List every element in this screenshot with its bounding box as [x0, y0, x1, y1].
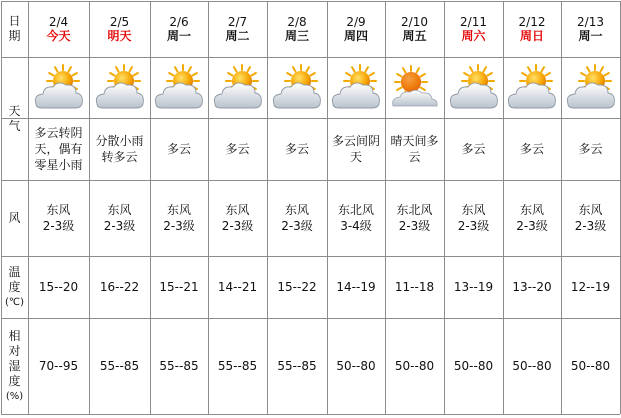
sun-behind-cloud-icon	[563, 64, 619, 112]
weather-description: 分散小雨 转多云	[95, 134, 144, 164]
weather-description: 多云间阴 天	[331, 134, 380, 164]
sun-behind-cloud-icon	[328, 64, 384, 112]
weather-description: 多云	[461, 142, 486, 156]
humidity-range: 50--80	[570, 359, 611, 373]
weather-icon-cell	[561, 57, 620, 118]
forecast-date: 2/10	[401, 15, 428, 29]
temperature-range: 12--19	[570, 280, 611, 294]
forecast-day-name: 明天	[107, 29, 132, 43]
row-label-char: 温	[8, 264, 21, 279]
row-label-humidity	[1, 318, 28, 414]
humidity-range: 55--85	[217, 359, 258, 373]
row-label-char: 日	[8, 14, 21, 28]
day-header	[267, 1, 327, 57]
sun-behind-cloud-icon	[504, 64, 560, 112]
sun-behind-cloud-icon	[92, 64, 148, 112]
wind-info: 东风 2-3级	[42, 203, 75, 233]
forecast-day-name: 周六	[461, 29, 486, 43]
forecast-date: 2/11	[460, 15, 487, 29]
weather-description: 晴天间多 云	[390, 134, 439, 164]
sun-behind-cloud-icon	[269, 64, 325, 112]
forecast-day-name: 周四	[343, 29, 368, 43]
temperature-range: 15--20	[38, 280, 79, 294]
weather-icon-cell	[150, 57, 208, 118]
temperature-range: 11--18	[394, 280, 435, 294]
sun-behind-cloud-icon	[210, 64, 266, 112]
sun-over-cloud-icon	[387, 64, 443, 112]
day-header	[385, 1, 444, 57]
weather-icon-cell	[28, 57, 89, 118]
forecast-day-name: 周一	[166, 29, 191, 43]
wind-info: 东风 2-3级	[281, 203, 313, 233]
day-header	[561, 1, 620, 57]
temperature-range: 14--21	[217, 280, 258, 294]
sun-behind-cloud-icon	[446, 64, 502, 112]
temperature-range: 16--22	[99, 280, 140, 294]
weather-description: 多云	[519, 142, 544, 156]
temperature-range: 15--22	[277, 280, 317, 294]
row-label-char: 期	[8, 29, 21, 43]
forecast-day-name: 周三	[284, 29, 309, 43]
day-header	[208, 1, 267, 57]
weather-description: 多云	[284, 142, 309, 156]
forecast-date: 2/6	[169, 15, 189, 29]
humidity-range: 50--80	[512, 359, 552, 373]
row-label-wind	[1, 180, 28, 256]
row-label-temperature	[1, 256, 28, 318]
day-header	[327, 1, 385, 57]
wind-info: 东风 2-3级	[574, 203, 607, 233]
day-header	[150, 1, 208, 57]
row-label-char: (℃)	[4, 296, 25, 308]
temperature-range: 13--19	[453, 280, 494, 294]
forecast-day-name: 周五	[402, 29, 427, 43]
wind-info: 东北风 3-4级	[337, 203, 374, 233]
forecast-date: 2/8	[287, 15, 307, 29]
temperature-range: 13--20	[512, 280, 552, 294]
humidity-range: 55--85	[277, 359, 317, 373]
day-header	[89, 1, 150, 57]
wind-info: 东风 2-3级	[457, 203, 490, 233]
humidity-range: 55--85	[159, 359, 199, 373]
temperature-range: 15--21	[159, 280, 199, 294]
humidity-range: 50--80	[336, 359, 376, 373]
forecast-date: 2/5	[109, 15, 130, 29]
humidity-range: 70--95	[38, 359, 79, 373]
weather-description: 多云	[578, 142, 603, 156]
forecast-day-name: 今天	[46, 29, 71, 43]
wind-info: 东北风 2-3级	[396, 203, 433, 233]
forecast-day-name: 周一	[578, 29, 603, 43]
weather-icon-cell	[444, 57, 503, 118]
humidity-range: 55--85	[99, 359, 140, 373]
forecast-date: 2/7	[227, 15, 248, 29]
day-header	[444, 1, 503, 57]
row-label-char: 度	[8, 279, 21, 294]
sun-behind-cloud-icon	[31, 64, 87, 112]
weather-icon-cell	[327, 57, 385, 118]
weather-icon-cell	[89, 57, 150, 118]
weather-icon-cell	[385, 57, 444, 118]
row-label-char: 气	[8, 118, 21, 133]
forecast-date: 2/12	[518, 15, 546, 29]
wind-info: 东风 2-3级	[516, 203, 548, 233]
humidity-range: 50--80	[453, 359, 494, 373]
sun-behind-cloud-icon	[151, 64, 207, 112]
row-label-char: 度	[8, 373, 21, 388]
wind-info: 东风 2-3级	[221, 203, 254, 233]
forecast-date: 2/13	[577, 15, 604, 29]
day-header	[503, 1, 561, 57]
row-label-char: 对	[8, 343, 21, 358]
row-label-char: (%)	[5, 390, 24, 402]
forecast-day-name: 周二	[225, 29, 250, 43]
row-label-date	[1, 1, 28, 57]
weather-icon-cell	[208, 57, 267, 118]
weather-icon-cell	[503, 57, 561, 118]
row-label-char: 相	[8, 328, 21, 343]
weather-icon-cell	[267, 57, 327, 118]
row-label-char: 湿	[8, 358, 21, 373]
humidity-range: 50--80	[394, 359, 435, 373]
row-label-char: 天	[8, 103, 21, 118]
weather-description: 多云转阴 天，偶有 零星小雨	[34, 126, 83, 172]
wind-info: 东风 2-3级	[163, 203, 195, 233]
forecast-day-name: 周日	[519, 29, 544, 43]
weather-description: 多云	[225, 142, 250, 156]
row-label-char: 风	[8, 210, 21, 225]
weather-description: 多云	[166, 142, 191, 156]
forecast-date: 2/4	[48, 15, 69, 29]
day-header	[28, 1, 89, 57]
row-label-weather	[1, 57, 28, 180]
temperature-range: 14--19	[336, 280, 376, 294]
wind-info: 东风 2-3级	[103, 203, 136, 233]
forecast-date: 2/9	[346, 15, 366, 29]
